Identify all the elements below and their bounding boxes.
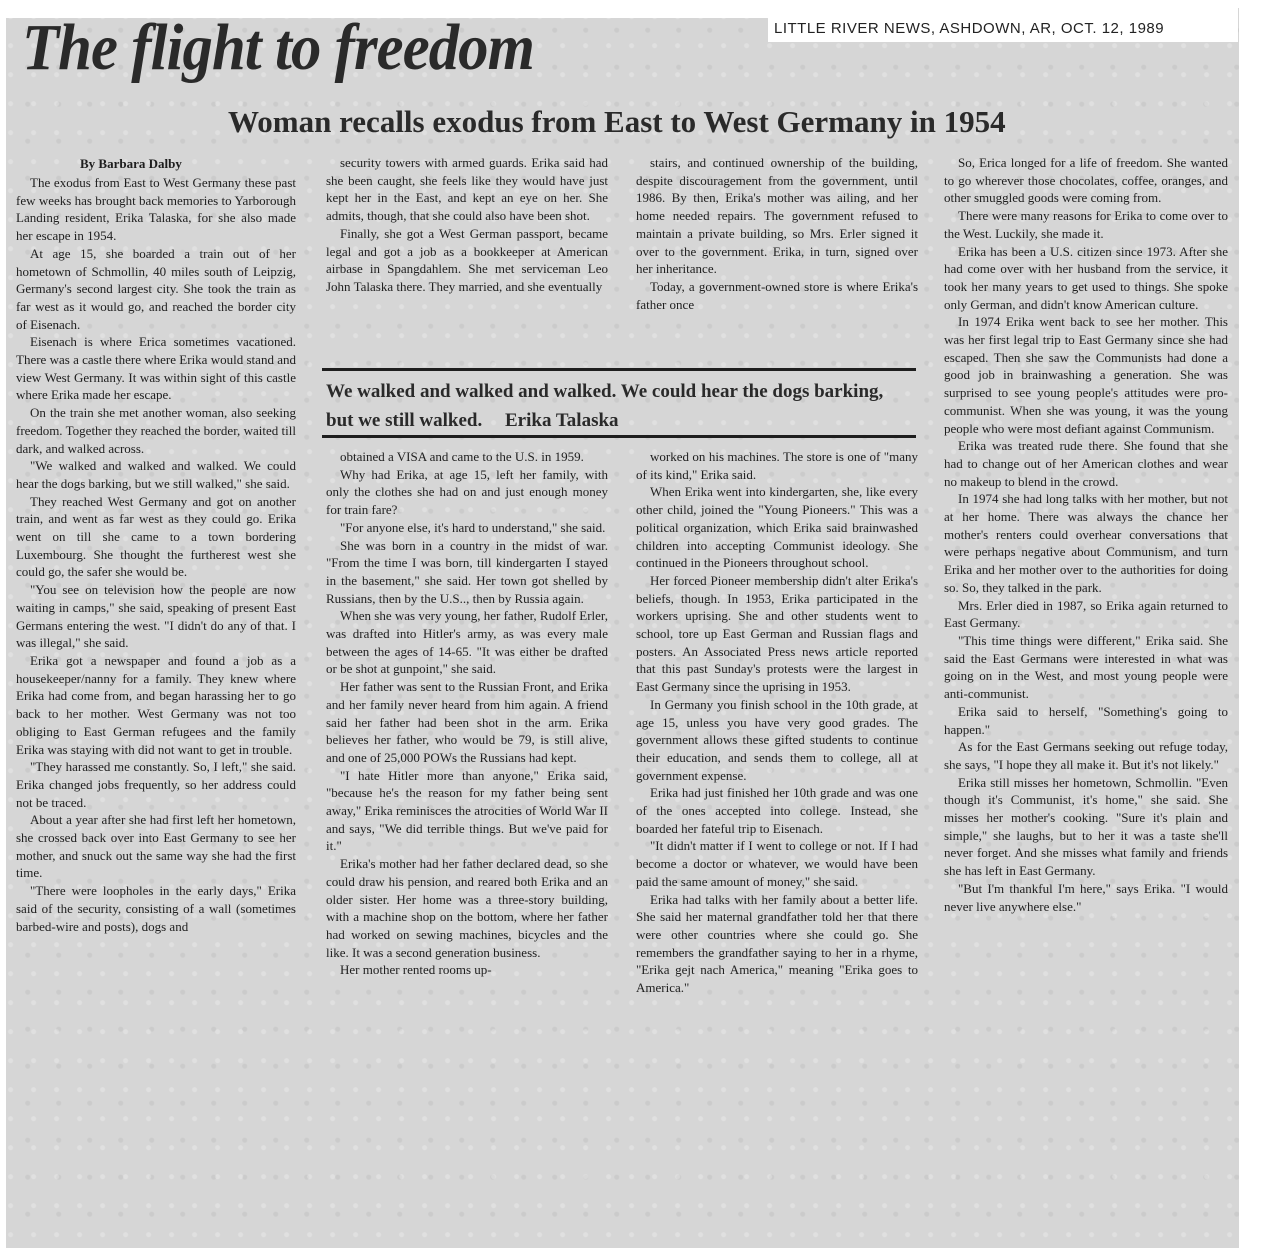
article-paragraph: She was born in a country in the midst of war. "From the time I was born, till kindergarten I stayed in the basement," she said. Her town got shelled by Russians, then by the U.S.., then by Russia again. (326, 537, 608, 606)
article-paragraph: "They harassed me constantly. So, I left," she said. Erika changed jobs frequently, so her address could not be traced. (16, 759, 296, 810)
article-paragraph: In 1974 she had long talks with her mother, but not at her home. There was always the chance her mother's renters could overhear conversations that were perhaps negative about Communism, and turn Erika and her mother over to the authorities for doing so. So, they talked in the park. (944, 491, 1228, 595)
article-paragraph: Mrs. Erler died in 1987, so Erika again returned to East Germany. (944, 597, 1228, 631)
article-column-2-bottom (326, 448, 608, 1236)
article-paragraph: "We walked and walked and walked. We could hear the dogs barking, but we still walked," she said. (16, 458, 296, 491)
article-column-1 (16, 174, 296, 1234)
article-paragraph: On the train she met another woman, also seeking freedom. Together they reached the border, waited till dark, and walked across. (16, 405, 296, 456)
article-paragraph: Finally, she got a West German passport, became legal and got a job as a bookkeeper at American airbase in Spangdahlem. She met serviceman Leo John Talaska there. They married, and she eventually (326, 225, 608, 294)
article-column-3-top (636, 154, 918, 364)
article-paragraph: Erika was treated rude there. She found that she had to change out of her American clothes and wear no makeup to blend in the crowd. (944, 438, 1228, 489)
article-paragraph: About a year after she had first left her hometown, she crossed back over into East Germany to see her mother, and snuck out the same way she had the first time. (16, 812, 296, 881)
article-paragraph: "There were loopholes in the early days," Erika said of the security, consisting of a wall (sometimes barbed-wire and posts), dogs and (16, 883, 296, 934)
article-column-2-top (326, 154, 608, 364)
article-paragraph: Her father was sent to the Russian Front, and Erika and her family never heard from him again. A friend said her father had been shot in the arm. Erika believes her father, who would be 79, is still alive, and one of 25,000 POWs the Russians had kept. (326, 679, 608, 765)
article-paragraph: They reached West Germany and got on another train, and went as far west as they could go. Erika went on till she came to a town bordering Luxembourg. She thought the furtherest west she could go, the safer she would be. (16, 493, 296, 580)
article-paragraph: Today, a government-owned store is where Erika's father once (636, 278, 918, 312)
pull-quote (326, 377, 910, 435)
pull-quote-attribution: Erika Talaska (505, 410, 619, 431)
article-paragraph: "I hate Hitler more than anyone," Erika said, "because he's the reason for my father being sent away," Erika reminisces the atrocities of World War II and says, "We did terrible things. But we've paid for it." (326, 767, 608, 854)
article-paragraph: Her mother rented rooms up- (340, 962, 492, 978)
article-paragraph: Why had Erika, at age 15, left her family, with only the clothes she had on and just enough money for train fare? (326, 466, 608, 518)
subheadline: Woman recalls exodus from East to West Germany in 1954 (228, 104, 1006, 139)
article-paragraph: Her forced Pioneer membership didn't alter Erika's beliefs, though. In 1953, Erika participated in the workers uprising. She and other students went to school, tore up East German and Russian flags and posters. An Associated Press news article reported that this past Sunday's protests were the largest in East Germany since the uprising in 1953. (636, 572, 918, 695)
article-paragraph: "For anyone else, it's hard to understand," she said. (340, 519, 606, 535)
article-paragraph: The exodus from East to West Germany these past few weeks has brought back memories to Yarborough Landing resident, Erika Talaska, for she also made her escape in 1954. (16, 175, 296, 244)
article-paragraph: Erika said to herself, "Something's going to happen." (944, 703, 1228, 737)
article-paragraph: Erika had just finished her 10th grade and was one of the ones accepted into college. Instead, she boarded her fateful trip to Eisenach. (636, 785, 918, 836)
article-paragraph: Erika still misses her hometown, Schmollin. "Even though it's Communist, it's home," she said. She misses her mother's cooking. "Sure it's plain and simple," she laughs, but to her it was a taste she'll never forget. And she misses what family and friends she has left in East Germany. (944, 774, 1228, 879)
pull-quote-box (322, 368, 916, 438)
headline: The flight to freedom (22, 11, 534, 84)
article-paragraph: Erika got a newspaper and found a job as a housekeeper/nanny for a family. They knew where Erika had come from, and began harassing her to go back to her mother. West Germany was not too obliging to East German refugees and the family Erika was staying with did not want to get in trouble. (16, 652, 296, 757)
article-paragraph: obtained a VISA and came to the U.S. in 1959. (340, 449, 584, 464)
pull-quote-text: We walked and walked and walked. We could hear the dogs barking, but we still walked. (326, 381, 884, 431)
dateline: LITTLE RIVER NEWS, ASHDOWN, AR, OCT. 12, 1989 (768, 4, 1238, 42)
article-paragraph: In 1974 Erika went back to see her mother. This was her first legal trip to East Germany since she had escaped. Then she saw the Communists had done a good job in brainwashing a generation. She was surprised to see young people's attitudes were pro-communist. When she was young, it was the young people who were most defiant against Communism. (944, 314, 1228, 436)
article-paragraph: "It didn't matter if I went to college or not. If I had become a doctor or whatever, we would have been paid the same amount of money," she said. (636, 838, 918, 889)
article-paragraph: Eisenach is where Erica sometimes vacationed. There was a castle there where Erika would stand and view West Germany. It was within sight of this castle where Erika made her escape. (16, 334, 296, 403)
article-paragraph: worked on his machines. The store is one of "many of its kind," Erika said. (636, 449, 918, 482)
article-paragraph: Erika had talks with her family about a better life. She said her maternal grandfather told her that there were other countries where she could go. She remembers the grandfather saying to her in a rhyme, "Erika gejt nach America," meaning "Erika goes to America." (636, 891, 918, 996)
article-paragraph: There were many reasons for Erika to come over to the West. Luckily, she made it. (944, 208, 1228, 241)
article-paragraph: "This time things were different," Erika said. She said the East Germans were interested in what was going on in the West, and most young people were anti-communist. (944, 632, 1228, 702)
article-paragraph: stairs, and continued ownership of the building, despite discouragement from the government, until 1986. By then, Erika's mother was ailing, and her home needed repairs. The government refused to maintain a private building, so Mrs. Erler signed it over to the government. Erika, in turn, signed over her inheritance. (636, 155, 918, 277)
article-column-3-bottom (636, 448, 918, 1236)
article-paragraph: Erika has been a U.S. citizen since 1973. After she had come over with her husband from the service, it took her many years to get used to things. She spoke only German, and didn't know American culture. (944, 243, 1228, 312)
article-paragraph: In Germany you finish school in the 10th grade, at age 15, unless you have very good grades. The government allows these gifted students to continue their education, and sends them to college, all at government expense. (636, 696, 918, 783)
article-paragraph: When Erika went into kindergarten, she, like every other child, joined the "Young Pioneers." This was a political organization, which Erika said brainwashed children into accepting Communist ideology. She continued in the Pioneers throughout school. (636, 484, 918, 571)
article-paragraph: "You see on television how the people are now waiting in camps," she said, speaking of present East Germans entering the west. "I didn't do any of that. I was illegal," she said. (16, 582, 296, 651)
article-paragraph: At age 15, she boarded a train out of her hometown of Schmollin, 40 miles south of Leipzig, Germany's second largest city. She took the train as far west as it would go, and reached the border city of Eisenach. (16, 245, 296, 332)
article-paragraph: Erika's mother had her father declared dead, so she could draw his pension, and reared both Erika and an older sister. Her home was a three-story building, with a machine shop on the bottom, where her father had worked on sewing machines, bicycles and the like. It was a second generation business. (326, 856, 608, 960)
article-paragraph: security towers with armed guards. Erika said had she been caught, she feels like they would have just kept her in the East, and kept an eye on her. She admits, though, that she could also have been shot. (326, 155, 608, 224)
article-paragraph: As for the East Germans seeking out refuge today, she says, "I hope they all make it. But it's not likely." (944, 739, 1228, 772)
byline: By Barbara Dalby (80, 156, 182, 171)
article-column-4 (944, 154, 1228, 1236)
article-paragraph: So, Erica longed for a life of freedom. She wanted to go wherever those chocolates, coffee, oranges, and other smuggled goods were coming from. (944, 155, 1228, 206)
article-paragraph: "But I'm thankful I'm here," says Erika. "I would never live anywhere else." (944, 880, 1228, 914)
article-paragraph: When she was very young, her father, Rudolf Erler, was drafted into Hitler's army, as was every male between the ages of 14-65. "It was either be drafted or be shot at gunpoint," she said. (326, 608, 608, 677)
